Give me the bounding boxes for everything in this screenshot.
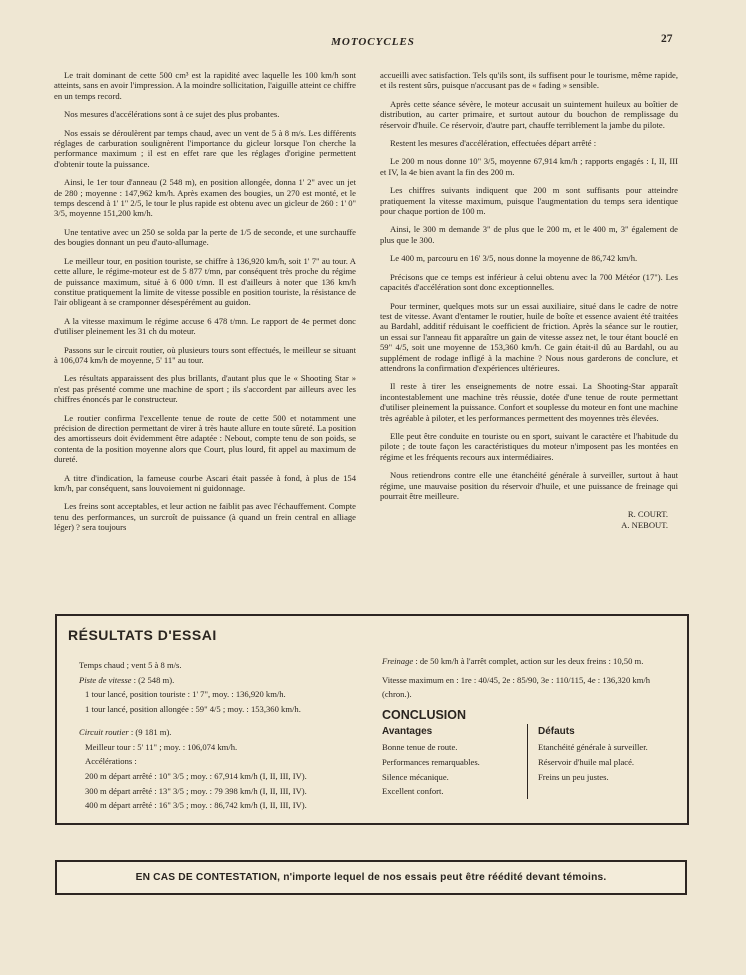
paragraph: Pour terminer, quelques mots sur un essai auxiliaire, situé dans le cadre de notre test de vitesse. Avant d'entamer le routier, huile de boîte et essence avaient été traitées au Bardahl, additif réduisant le coefficient de friction. Après la séance sur le routier, un essai sur l'anneau fit apparaître un gain de vitesse assez net, le tour étant bouclé en 59" 4/5, soit une moyenne de 153,360 km/h. Ce gain était-il dû au Bardahl, ou au supplément de rodage infligé à la machine ? Nous nous garderons de conclure, et attendrons la confirmation d'expériences ultérieures. bbox=[380, 300, 678, 373]
circuit-value: : (9 181 m). bbox=[128, 726, 172, 737]
signature-nebout: A. NEBOUT. bbox=[621, 520, 668, 531]
paragraph: Ainsi, le 300 m demande 3" de plus que le 200 m, et le 400 m, 3" également de plus que le 300. bbox=[380, 224, 678, 245]
advantages-title: Avantages bbox=[382, 726, 433, 738]
circuit-label: Circuit routier bbox=[79, 726, 129, 737]
results-box bbox=[55, 614, 689, 825]
article-right-column bbox=[380, 70, 678, 531]
paragraph: Les chiffres suivants indiquent que 200 m sont suffisants pour atteindre pratiquement la vitesse maximum, puisque l'augmentation du temps sera identique pour chaque portion de 100 m. bbox=[380, 185, 678, 217]
circuit-heading bbox=[79, 725, 379, 740]
freinage-value: : de 50 km/h à l'arrêt complet, action sur les deux freins : 10,50 m. bbox=[413, 656, 644, 666]
paragraph: Les freins sont acceptables, et leur action ne faiblit pas avec l'échauffement. Compte tenu des performances, un surcroît de puissance (à quand un frein central en alliage léger) ? sera toujours bbox=[54, 501, 356, 533]
paragraph: Après cette séance sévère, le moteur accusait un suintement huileux au boîtier de distribution, au carter primaire, et surtout autour du bouchon de remplissage du réservoir d'huile. Ce réservoir, d'autre part, chauffe terriblement la jambe du pilote. bbox=[380, 98, 678, 130]
piste-heading bbox=[79, 673, 379, 688]
circuit-line: 200 m départ arrêté : 10" 3/5 ; moy. : 67,914 km/h (I, II, III, IV). bbox=[85, 770, 307, 781]
freinage-label: Freinage bbox=[382, 656, 414, 666]
paragraph: A la vitesse maximum le régime accuse 6 478 t/mn. Le rapport de 4e permet donc d'utiliser pleinement les 31 ch du moteur. bbox=[54, 315, 356, 337]
results-title: RÉSULTATS D'ESSAI bbox=[68, 627, 217, 643]
paragraph: accueilli avec satisfaction. Tels qu'ils sont, ils suffisent pour le tourisme, même rapide, et ils restent sûrs, puisque n'accusant pas de « fading » sensible. bbox=[380, 70, 678, 91]
paragraph: Précisons que ce temps est inférieur à celui obtenu avec la 700 Météor (17"). Les capacités d'accélération sont donc exceptionnelles. bbox=[380, 271, 678, 293]
results-right bbox=[382, 654, 680, 799]
advantage-item: Silence mécanique. bbox=[382, 771, 449, 782]
circuit-line: Accélérations : bbox=[85, 756, 137, 767]
conclusion-columns bbox=[382, 724, 680, 799]
piste-line: 1 tour lancé, position allongée : 59" 4/5 ; moy. : 153,360 km/h. bbox=[85, 704, 301, 715]
defects-title: Défauts bbox=[538, 726, 575, 738]
paragraph: Le meilleur tour, en position touriste, se chiffre à 136,920 km/h, soit 1' 7" au tour. A cette allure, le régime-moteur est de 5 877 t/mn, par conséquent très proche du régime de puissance maximum, situé à 6 000 t/mn. Il est d'ailleurs à noter que 136 km/h constitue pratiquement la limite de vitesse possible en position touriste, la résistance de l'air obligeant à se cramponner désespérément au guidon. bbox=[54, 255, 356, 308]
circuit-line: 300 m départ arrêté : 13" 3/5 ; moy. : 79 398 km/h (I, II, III, IV). bbox=[85, 785, 307, 796]
paragraph: Nos mesures d'accélérations sont à ce sujet des plus probantes. bbox=[64, 109, 280, 120]
paragraph: Le 400 m, parcouru en 16' 3/5, nous donne la moyenne de 86,742 km/h. bbox=[390, 253, 638, 264]
circuit-line: Meilleur tour : 5' 11" ; moy. : 106,074 km/h. bbox=[85, 741, 238, 752]
piste-value: : (2 548 m). bbox=[131, 674, 175, 685]
paragraph: Nos essais se déroulèrent par temps chaud, avec un vent de 5 à 8 m/s. Les différents réglages de carburation soulignèrent l'importance du gicleur lorsque l'on cherche la performance maximum ; il est en effet rare que les réglages d'origine permettent d'obtenir toute la puissance. bbox=[54, 127, 356, 169]
defect-item: Réservoir d'huile mal placé. bbox=[538, 756, 635, 767]
paragraph: Le trait dominant de cette 500 cm³ est la rapidité avec laquelle les 100 km/h sont atteints, sans en avoir l'impression. A la moindre sollicitation, l'aiguille atteint ce chiffre en un temps record. bbox=[54, 70, 356, 101]
paragraph: Nous retiendrons contre elle une étanchéité générale à surveiller, surtout à haut régime, une mauvaise position du réservoir d'huile, et une puissance de freinage qui pourrait être meilleure. bbox=[380, 470, 678, 501]
paragraph: Il reste à tirer les enseignements de notre essai. La Shooting-Star apparaît incontestablement une machine très réussie, dotée d'une tenue de route permettant d'utiliser pleinement la puissance. Confort et souplesse du moteur en font une machine très agréable à piloter, et les performances permettent des moyennes très élevées. bbox=[380, 381, 678, 423]
conclusion-title: CONCLUSION bbox=[382, 708, 467, 723]
results-left bbox=[79, 658, 379, 813]
paragraph: Le routier confirma l'excellente tenue de route de cette 500 et notamment une précision de direction permettant de virer à très haute allure en toute sûreté. La position des amortisseurs doit évidemment être adaptée : Nebout, compte tenu de son poids, se contenta de la position moyenne alors que Court, plus lourd, fit appel au maximum de dureté. bbox=[54, 412, 356, 465]
paragraph: Restent les mesures d'accélération, effectuées départ arrêté : bbox=[390, 138, 597, 149]
advantage-item: Performances remarquables. bbox=[382, 756, 480, 767]
circuit-line: 400 m départ arrêté : 16" 3/5 ; moy. : 86,742 km/h (I, II, III, IV). bbox=[85, 800, 307, 811]
article-left-column bbox=[54, 70, 356, 541]
defects-list bbox=[527, 724, 678, 799]
defect-item: Etanchéité générale à surveiller. bbox=[538, 742, 648, 753]
advantage-item: Excellent confort. bbox=[382, 786, 444, 797]
paragraph: Les résultats apparaissent des plus brillants, d'autant plus que le « Shooting Star » n'est pas présenté comme une machine de sport ; ils s'accordent par ailleurs avec les chiffres énoncés par le constructeur. bbox=[54, 373, 356, 405]
piste-label: Piste de vitesse bbox=[79, 674, 132, 685]
paragraph: Le 200 m nous donne 10" 3/5, moyenne 67,914 km/h ; rapports engagés : I, II, III et IV, la 4e bien avant la fin des 200 m. bbox=[380, 156, 678, 177]
advantage-item: Bonne tenue de route. bbox=[382, 742, 458, 753]
paragraph: Passons sur le circuit routier, où plusieurs tours sont effectués, le meilleur se situant à 106,074 km/h de moyenne, 5' 11" au tour. bbox=[54, 344, 356, 365]
advantages-list bbox=[382, 724, 527, 799]
vitesse-line: Vitesse maximum en : 1re : 40/45, 2e : 85/90, 3e : 110/115, 4e : 136,320 km/h (chron.). bbox=[382, 674, 651, 700]
paragraph: A titre d'indication, la fameuse courbe Ascari était passée à fond, à plus de 154 km/h, par conséquent, sans louvoiement ni guidonnage. bbox=[54, 472, 356, 493]
signature-court: R. COURT. bbox=[627, 509, 668, 520]
page-header-title: MOTOCYCLES bbox=[331, 36, 415, 48]
defect-item: Freins un peu justes. bbox=[538, 771, 609, 782]
paragraph: Ainsi, le 1er tour d'anneau (2 548 m), en position allongée, donna 1' 2" avec un jet de 280 ; moyenne : 147,962 km/h. Après examen des bougies, un 270 est monté, et le temps descend à 1' 1" 2/5, le tour le plus rapide est obtenu avec un gicleur de 260 : 1' 0" 3/5, moyenne 151,200 km/h. bbox=[54, 177, 356, 219]
freinage-line bbox=[382, 654, 680, 669]
page-number: 27 bbox=[661, 33, 673, 45]
paragraph: Elle peut être conduite en touriste ou en sport, suivant le caractère et l'habitude du pilote ; de toute façon les caractéristiques du moteur n'imposent pas les montées en régime et les fréquents recours aux intermédiaires. bbox=[380, 430, 678, 462]
contestation-banner: EN CAS DE CONTESTATION, n'importe lequel de nos essais peut être réédité devant témoins. bbox=[55, 860, 687, 895]
paragraph: Une tentative avec un 250 se solda par la perte de 1/5 de seconde, et une surchauffe des bougies donnant un peu d'auto-allumage. bbox=[54, 226, 356, 248]
piste-line: 1 tour lancé, position touriste : 1' 7", moy. : 136,920 km/h. bbox=[85, 689, 286, 700]
weather-line: Temps chaud ; vent 5 à 8 m/s. bbox=[79, 660, 182, 670]
